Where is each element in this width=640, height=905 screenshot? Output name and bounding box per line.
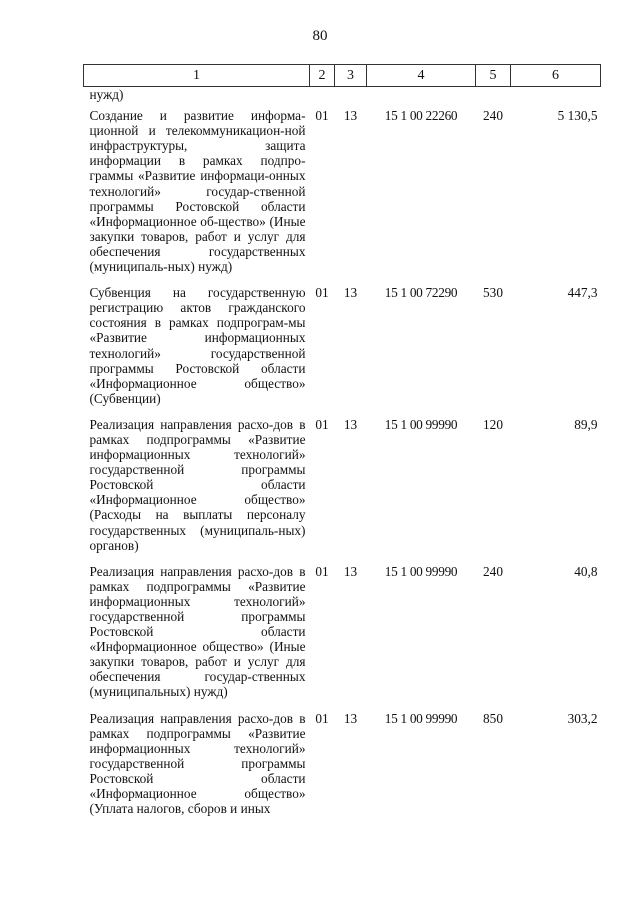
description-cell: Реализация направления расхо-дов в рамках подпрограммы «Развитие информационных технологий» государственной программы Ростовской области «Информационное общество» (Уплата налогов, сборов и иных [89,710,306,817]
page-number: 80 [312,28,328,44]
table-header [84,65,601,87]
column-header-4: 4 [367,65,476,87]
column-header-1: 1 [84,65,310,87]
amount-cell: 303,2 [567,710,598,726]
description-cell: нужд) [89,87,124,102]
subsection-cell: 13 [343,108,358,124]
expense-type-cell: 850 [483,710,503,726]
expense-type-cell: 120 [483,416,503,432]
expense-type-cell: 240 [483,108,503,124]
section-cell: 01 [315,563,329,579]
amount-cell: 40,8 [574,563,598,579]
header-row [84,65,601,87]
target-article-cell: 15 1 00 99990 [384,710,458,726]
description-cell: Субвенция на государственную регистрацию актов гражданского состояния в рамках подпрограм-мы «Развитие информационных технологий» государственной программы Ростовской области «Информационное общество» (Субвенции) [89,285,306,406]
subsection-cell [335,87,367,109]
section-cell: 01 [315,416,329,432]
target-article-cell [367,87,476,109]
column-header-2: 2 [310,65,335,87]
budget-table [83,64,601,827]
column-header-6: 6 [511,65,601,87]
subsection-cell: 13 [343,416,358,432]
amount-cell: 89,9 [574,416,598,432]
target-article-cell: 15 1 00 99990 [384,563,458,579]
table-row [84,417,601,564]
subsection-cell: 13 [343,563,358,579]
column-header-3: 3 [335,65,367,87]
description-cell: Реализация направления расхо-дов в рамках подпрограммы «Развитие информационных технологий» государственной программы Ростовской области «Информационное общество» (Иные закупки товаров, работ и услуг для обеспечения государ-ственных (муниципальных) нужд) [89,563,306,700]
target-article-cell: 15 1 00 22260 [384,108,458,124]
description-cell: Создание и развитие информа-ционной и телекоммуникацион-ной инфраструктуры, защита информации в рамках подпро-граммы «Развитие информаци-онных технологий» государ-ственной программы Ростовской области «Информационное об-щество» (Иные закупки товаров, работ и услуг для обеспечения государственных (муниципаль-ных) нужд) [89,108,306,275]
table-row [84,564,601,711]
column-header-5: 5 [476,65,511,87]
subsection-cell: 13 [343,710,358,726]
table-row [84,87,601,109]
target-article-cell: 15 1 00 72290 [384,285,458,301]
amount-cell: 5 130,5 [557,108,598,124]
expense-type-cell [476,87,511,109]
table-row [84,108,601,285]
expense-type-cell: 530 [483,285,503,301]
section-cell: 01 [315,108,329,124]
table-row [84,285,601,417]
subsection-cell: 13 [343,285,358,301]
amount-cell [511,87,601,109]
table-body [84,87,601,828]
expense-type-cell: 240 [483,563,503,579]
amount-cell: 447,3 [567,285,598,301]
target-article-cell: 15 1 00 99990 [384,416,458,432]
table-row [84,711,601,828]
section-cell: 01 [315,710,329,726]
description-cell: Реализация направления расхо-дов в рамках подпрограммы «Развитие информационных технологий» государственной программы Ростовской области «Информационное общество» (Расходы на выплаты персоналу государственных (муниципаль-ных) органов) [89,416,306,553]
section-cell: 01 [315,285,329,301]
section-cell [310,87,335,109]
